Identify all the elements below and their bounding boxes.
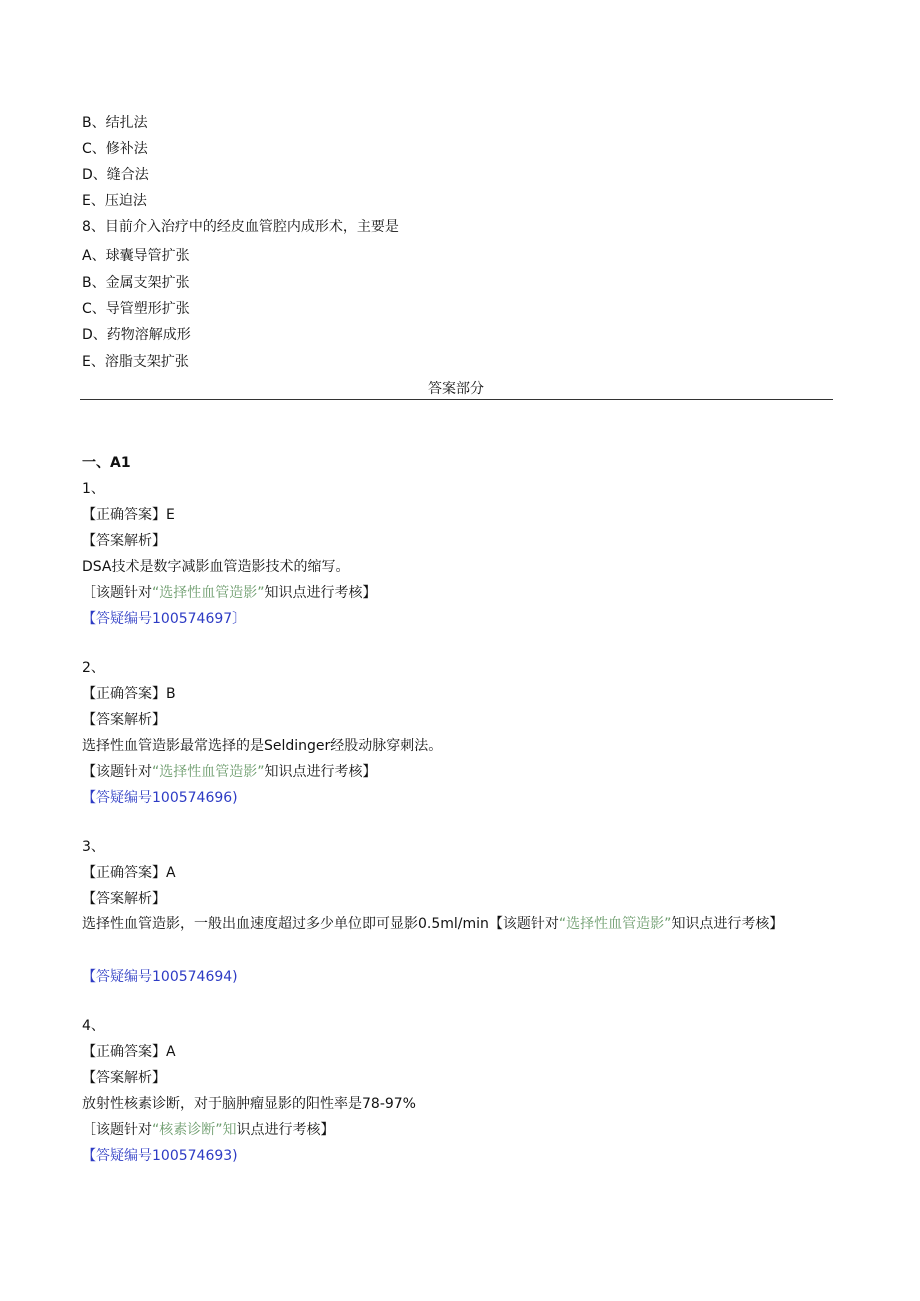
- q8-option-a: A、球囊导管扩张: [82, 248, 190, 264]
- section-heading: 一、A1: [82, 455, 131, 471]
- analysis-text: 选择性血管造影，一般出血速度超过多少单位即可显影0.5ml/min: [82, 916, 489, 932]
- correct-answer: 【正确答案】E: [82, 507, 175, 523]
- kp-prefix: ［该题针对: [82, 1122, 152, 1138]
- kp-prefix: 【该题针对: [82, 764, 152, 780]
- kp-topic: “选择性血管造影”: [558, 916, 672, 932]
- kp-suffix: 知识点进行考核】: [264, 585, 377, 601]
- q7-option-e: E、压迫法: [82, 193, 147, 209]
- analysis-text-wrapped: [82, 911, 834, 937]
- kp-suffix: 知识点进行考核】: [671, 916, 784, 932]
- answer-number: 1、: [82, 481, 105, 497]
- kp-suffix: 识点进行考核】: [236, 1122, 335, 1138]
- q7-option-b: B、结扎法: [82, 115, 148, 131]
- kp-topic: “选择性血管造影”: [152, 764, 265, 780]
- kp-prefix: 【该题针对: [488, 916, 559, 932]
- analysis-text: 放射性核素诊断，对于脑肿瘤显影的阳性率是78-97%: [82, 1096, 416, 1112]
- analysis-label: 【答案解析】: [82, 533, 166, 549]
- knowledge-point: [82, 762, 377, 782]
- correct-answer: 【正确答案】A: [82, 1044, 176, 1060]
- analysis-label: 【答案解析】: [82, 712, 166, 728]
- answer-number: 4、: [82, 1018, 105, 1034]
- kp-topic: “核素诊断”知: [152, 1122, 237, 1138]
- analysis-text: DSA技术是数字减影血管造影技术的缩写。: [82, 559, 350, 575]
- kp-suffix: 知识点进行考核】: [264, 764, 377, 780]
- question-id: 【答疑编号100574693): [82, 1148, 238, 1164]
- q8-stem: 8、目前介入治疗中的经皮血管腔内成形术，主要是: [82, 219, 399, 235]
- kp-prefix: ［该题针对: [82, 585, 152, 601]
- kp-topic: “选择性血管造影”: [152, 585, 265, 601]
- knowledge-point: [82, 1120, 335, 1140]
- correct-answer: 【正确答案】B: [82, 686, 176, 702]
- answers-section-title: 答案部分: [428, 381, 484, 397]
- question-id: 【答疑编号100574696): [82, 790, 238, 806]
- analysis-label: 【答案解析】: [82, 891, 166, 907]
- q8-option-e: E、溶脂支架扩张: [82, 354, 189, 370]
- analysis-text: 选择性血管造影最常选择的是Seldinger经股动脉穿刺法。: [82, 738, 443, 754]
- q8-option-b: B、金属支架扩张: [82, 275, 190, 291]
- question-id: 【答疑编号100574694): [82, 969, 238, 985]
- q7-option-d: D、缝合法: [82, 167, 149, 183]
- correct-answer: 【正确答案】A: [82, 865, 176, 881]
- analysis-label: 【答案解析】: [82, 1070, 166, 1086]
- q7-option-c: C、修补法: [82, 141, 148, 157]
- q8-option-d: D、药物溶解成形: [82, 327, 191, 343]
- q8-option-c: C、导管塑形扩张: [82, 301, 190, 317]
- answer-number: 3、: [82, 839, 105, 855]
- section-divider: [80, 399, 833, 400]
- answer-number: 2、: [82, 660, 105, 676]
- question-id: 【答疑编号100574697〕: [82, 611, 247, 627]
- knowledge-point: [82, 583, 377, 603]
